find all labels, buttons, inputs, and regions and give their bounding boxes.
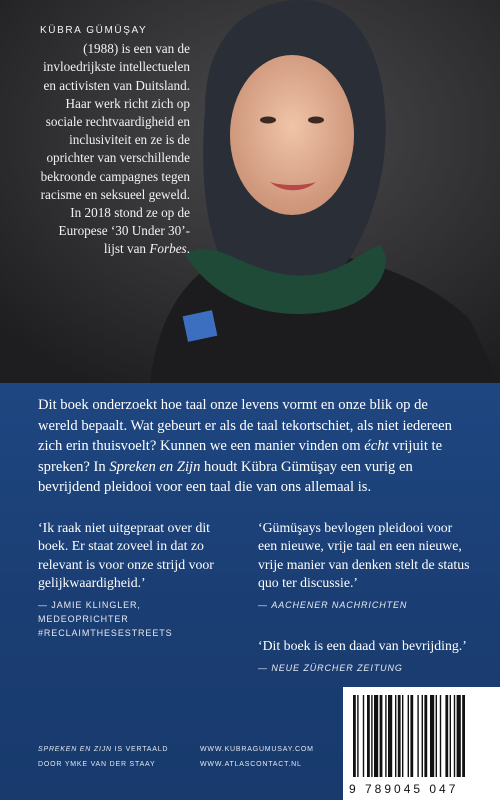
- isbn-barcode: [343, 687, 500, 800]
- barcode-bar: [353, 695, 356, 777]
- barcode-bar: [363, 695, 364, 777]
- barcode-bar: [371, 695, 372, 777]
- isbn-number: 9 789045 047: [349, 782, 459, 796]
- barcode-bar: [417, 695, 418, 777]
- forbes-title: Forbes: [149, 241, 187, 257]
- barcode-bar: [450, 695, 451, 777]
- quote-text: ‘Gümüşays bevlogen pleidooi voor een nieuwe, vrije taal en een nieuwe, vrije manier van denken stelt de status quo ter discussie.’: [258, 520, 470, 590]
- quote-nzz: [258, 637, 473, 675]
- barcode-bar: [388, 695, 392, 777]
- barcode-bar: [462, 695, 465, 777]
- barcode-bar: [457, 695, 461, 777]
- barcode-bar: [357, 695, 358, 777]
- quote-source: — AACHENER NACHRICHTEN: [258, 600, 408, 611]
- barcode-bar: [385, 695, 386, 777]
- quote-aachener: [258, 519, 473, 612]
- barcode-bar: [380, 695, 383, 777]
- author-bio-text: (1988) is een van de invloedrijkste intellectuelen en activisten van Duitsland. Haar werk richt zich op sociale rechtvaardigheid en inclusiviteit en ze is de oprichter van verschillende bekroonde campagnes tegen racisme en seksueel geweld. In 2018 stond ze op de Europese ‘30 Under 30’-lijst van Forbes.: [40, 41, 190, 257]
- quote-source: — JAMIE KLINGLER, MEDEOPRICHTER #RECLAIMTHESESTREETS: [38, 600, 173, 639]
- quote-text: ‘Dit boek is een daad van bevrijding.’: [258, 638, 467, 653]
- barcode-bar: [424, 695, 427, 777]
- barcode-bar: [454, 695, 455, 777]
- barcode-bar: [430, 695, 434, 777]
- websites: [200, 742, 314, 772]
- barcode-bar: [410, 695, 413, 777]
- quote-klingler: [38, 519, 238, 640]
- author-name: KÜBRA GÜMÜŞAY: [40, 25, 148, 36]
- barcode-bar: [436, 695, 437, 777]
- barcode-bar: [440, 695, 441, 777]
- barcode-bar: [398, 695, 401, 777]
- barcode-bar: [395, 695, 396, 777]
- barcode-bar: [422, 695, 423, 777]
- barcode-bar: [374, 695, 378, 777]
- book-description: Dit boek onderzoekt hoe taal onze levens vormt en onze blik op de wereld bepaalt. Wat gebeurt er als de taal tekortschiet, als niet iedereen zich erin thuisvoelt? Kunnen we een manier vinden om écht vrijuit te spreken? In Spreken en Zijn houdt Kübra Gümüşay een vurig en bevrijdend pleidooi voor een taal die van ons allemaal is.: [38, 397, 452, 495]
- publisher-website-link[interactable]: WWW.ATLASCONTACT.NL: [200, 761, 302, 768]
- quote-text: ‘Ik raak niet uitgepraat over dit boek. Er staat zoveel in dat zo relevant is voor onze strijd voor gelijkwaardigheid.’: [38, 520, 214, 590]
- barcode-bar: [402, 695, 403, 777]
- author-bio: [40, 20, 190, 259]
- book-title: Spreken en Zijn: [109, 458, 201, 475]
- quote-source: — NEUE ZÜRCHER ZEITUNG: [258, 663, 403, 674]
- author-website-link[interactable]: WWW.KUBRAGUMUSAY.COM: [200, 746, 314, 753]
- translation-credit: SPREKEN EN ZIJN IS VERTAALD DOOR YMKE VAN DER STAAY: [38, 746, 169, 768]
- barcode-bar: [408, 695, 409, 777]
- barcode-bar: [445, 695, 448, 777]
- barcode-bar: [367, 695, 370, 777]
